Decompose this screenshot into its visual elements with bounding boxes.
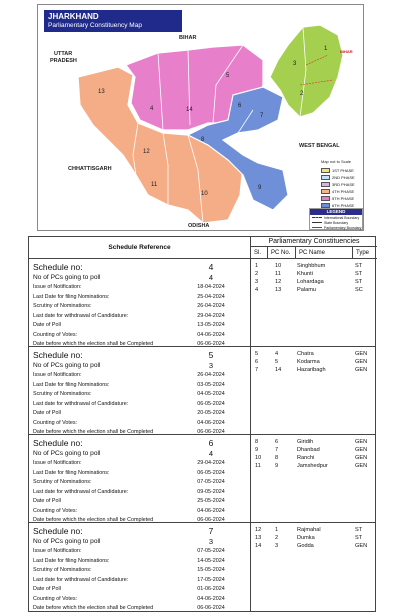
pc-label-12: 12: [143, 149, 150, 155]
pc-sl: 9: [255, 447, 259, 453]
date-row: [33, 547, 246, 557]
date-row: [33, 302, 246, 312]
pc-row: [251, 446, 377, 454]
legend-line-icon: [312, 217, 322, 218]
date-value: 09-05-2024: [197, 488, 225, 495]
pc-type: GEN: [355, 367, 368, 373]
schedule-block-5: [29, 347, 375, 435]
pc-type: GEN: [355, 543, 368, 549]
date-row: [33, 557, 246, 567]
date-value: 15-05-2024: [197, 567, 225, 573]
pc-row: [251, 534, 377, 542]
pc-label-5: 5: [226, 73, 230, 79]
pc-no: 14: [275, 367, 282, 373]
phase-label: 4TH PHASE: [332, 189, 355, 194]
schedule-number-row: [33, 262, 246, 273]
date-row: [33, 331, 246, 341]
pc-row: [251, 286, 377, 294]
pc-no: 13: [275, 287, 282, 293]
date-value: 13-05-2024: [197, 322, 225, 328]
legend-line-icon: [312, 222, 322, 223]
date-value: 03-05-2024: [197, 381, 225, 388]
phase-swatch: [321, 182, 330, 187]
pc-type: ST: [355, 535, 363, 541]
neighbor-bihar-east: BIHAR: [340, 49, 353, 54]
pc-type: ST: [355, 527, 363, 533]
date-row: [33, 371, 246, 381]
date-value: 04-06-2024: [197, 507, 225, 514]
pcs-label: No of PCs going to poll: [33, 450, 101, 457]
date-label: Date of Poll: [33, 498, 61, 504]
pc-sl: 13: [255, 535, 262, 541]
pc-row: [251, 270, 377, 278]
pc-label-11: 11: [151, 182, 158, 188]
date-label: Last date for withdrawal of Candidature:: [33, 488, 129, 495]
schedule-block-6: [29, 435, 375, 523]
date-label: Last Date for filing Nominations:: [33, 557, 110, 564]
date-value: 14-05-2024: [197, 557, 225, 564]
pc-label-13: 13: [98, 89, 105, 95]
date-value: 06-06-2024: [197, 605, 225, 611]
date-label: Date before which the election shall be Completed: [33, 341, 154, 347]
date-label: Last date for withdrawal of Candidature:: [33, 400, 129, 407]
pc-no: 1: [275, 527, 279, 533]
pc-sl: 12: [255, 527, 262, 533]
date-label: Issue of Notification:: [33, 372, 82, 378]
phase-label: 3RD PHASE: [332, 182, 355, 187]
header-type: Type: [353, 247, 377, 259]
pc-type: GEN: [355, 359, 368, 365]
phase-row: [321, 167, 363, 174]
phase-legend: [321, 167, 363, 209]
date-value: 20-05-2024: [197, 410, 225, 416]
schedule-block-7: [29, 523, 375, 612]
pc-no: 11: [275, 271, 281, 277]
pc-label-6: 6: [238, 103, 242, 109]
phase-label: 5TH PHASE: [332, 196, 355, 201]
date-value: 25-04-2024: [197, 293, 225, 300]
pcs-count-row: [33, 449, 246, 459]
date-value: 01-06-2024: [197, 586, 225, 592]
date-label: Issue of Notification:: [33, 284, 82, 290]
pcs-label: No of PCs going to poll: [33, 538, 101, 545]
schedule-number-row: [33, 438, 246, 449]
date-label: Issue of Notification:: [33, 460, 82, 466]
legend-item-label: International Boundary: [324, 215, 360, 220]
phase-label: 1ST PHASE: [332, 168, 354, 173]
pc-no: 5: [275, 359, 279, 365]
date-label: Issue of Notification:: [33, 548, 82, 554]
date-label: Date before which the election shall be Completed: [33, 517, 154, 523]
date-value: 29-04-2024: [197, 460, 225, 466]
phase-label: 6TH PHASE: [332, 203, 355, 208]
phase-row: [321, 195, 363, 202]
date-label: Counting of Votes:: [33, 507, 78, 514]
neighbor-odisha: ODISHA: [188, 223, 210, 229]
pc-row: [251, 262, 377, 270]
pc-label-8: 8: [201, 137, 205, 143]
pc-row: [251, 350, 377, 358]
pc-row: [251, 462, 377, 470]
pcs-count-row: [33, 537, 246, 547]
date-value: 04-05-2024: [197, 391, 225, 397]
pc-name: Godda: [297, 543, 314, 549]
date-row: [33, 576, 246, 586]
pc-name: Hazaribagh: [297, 367, 326, 373]
date-label: Date before which the election shall be Completed: [33, 429, 154, 435]
schedule-number: 6: [208, 438, 214, 448]
date-value: 26-04-2024: [197, 303, 225, 309]
pc-row: [251, 358, 377, 366]
legend-line-icon: [312, 227, 322, 228]
legend-item-label: Parliamentary Boundary: [324, 225, 362, 230]
pc-label-3: 3: [293, 61, 297, 67]
date-row: [33, 478, 246, 488]
date-label: Scrutiny of Nominations:: [33, 391, 92, 397]
date-row: [33, 283, 246, 293]
date-row: [33, 488, 246, 498]
pc-row: [251, 438, 377, 446]
pc-list: [251, 435, 377, 522]
date-row: [33, 293, 246, 303]
phase-swatch: [321, 196, 330, 201]
date-row: [33, 507, 246, 517]
schedule-details: [29, 435, 251, 522]
pc-label-2: 2: [300, 91, 304, 97]
phase-swatch: [321, 168, 330, 173]
schedule-label: Schedule no:: [33, 262, 83, 272]
date-label: Date before which the election shall be Completed: [33, 605, 154, 611]
pc-name: Palamu: [297, 287, 316, 293]
pcs-label: No of PCs going to poll: [33, 274, 101, 281]
pc-list: [251, 259, 377, 346]
date-row: [33, 585, 246, 595]
neighbor-up-1: UTTAR: [54, 51, 73, 57]
jharkhand-map: [37, 4, 364, 231]
pc-name: Jamshedpur: [297, 463, 328, 469]
pc-sl: 7: [255, 367, 259, 373]
date-row: [33, 312, 246, 322]
pc-no: 12: [275, 279, 282, 285]
date-row: [33, 390, 246, 400]
map-subtitle: Parliamentary Constituency Map: [48, 22, 142, 29]
pc-name: Chatra: [297, 351, 314, 357]
date-row: [33, 321, 246, 331]
table-header: [29, 237, 375, 259]
date-row: [33, 604, 246, 614]
pc-name: Ranchi: [297, 455, 315, 461]
date-label: Scrutiny of Nominations:: [33, 567, 92, 573]
schedule-block-4: [29, 259, 375, 347]
schedule-details: [29, 523, 251, 612]
pc-no: 4: [275, 351, 279, 357]
pc-type: ST: [355, 263, 363, 269]
pc-type: GEN: [355, 351, 368, 357]
pcs-count: 4: [208, 449, 214, 458]
date-row: [33, 409, 246, 419]
pc-label-10: 10: [201, 191, 208, 197]
pc-row: [251, 366, 377, 374]
pc-sl: 14: [255, 543, 262, 549]
date-value: 06-06-2024: [197, 517, 225, 523]
pc-label-4: 4: [150, 106, 154, 112]
date-label: Counting of Votes:: [33, 331, 78, 338]
pcs-count-row: [33, 273, 246, 283]
date-row: [33, 566, 246, 576]
scale-note: Map not to Scale: [321, 159, 352, 164]
date-row: [33, 497, 246, 507]
pc-sl: 4: [255, 287, 259, 293]
pc-name: Khunti: [297, 271, 313, 277]
pc-name: Lohardaga: [297, 279, 324, 285]
phase-row: [321, 174, 363, 181]
pcs-count: 4: [208, 273, 214, 282]
date-value: 06-05-2024: [197, 469, 225, 476]
date-value: 07-05-2024: [197, 548, 225, 554]
schedule-number-row: [33, 350, 246, 361]
date-value: 25-05-2024: [197, 498, 225, 504]
date-value: 04-06-2024: [197, 331, 225, 338]
pcs-count-row: [33, 361, 246, 371]
pc-type: GEN: [355, 447, 368, 453]
pc-no: 10: [275, 263, 282, 269]
map-title-banner: [44, 10, 182, 32]
date-label: Last Date for filing Nominations:: [33, 469, 110, 476]
pc-label-1: 1: [324, 46, 328, 52]
pc-sl: 11: [255, 463, 261, 469]
schedule-number: 5: [208, 350, 214, 360]
pc-sl: 8: [255, 439, 259, 445]
date-row: [33, 459, 246, 469]
phase-label: 2ND PHASE: [332, 175, 355, 180]
pc-name: Dumka: [297, 535, 315, 541]
pc-type: GEN: [355, 455, 368, 461]
pc-sl: 3: [255, 279, 259, 285]
neighbor-up-2: PRADESH: [50, 58, 77, 64]
date-row: [33, 381, 246, 391]
date-row: [33, 469, 246, 479]
header-parliamentary-constituencies: Parliamentary Constituencies: [251, 237, 377, 247]
date-label: Scrutiny of Nominations:: [33, 303, 92, 309]
pc-type: ST: [355, 279, 363, 285]
date-value: 07-05-2024: [197, 479, 225, 485]
pc-type: ST: [355, 271, 363, 277]
pc-sl: 2: [255, 271, 259, 277]
pc-name: Dhanbad: [297, 447, 320, 453]
pcs-count: 3: [208, 537, 214, 546]
schedule-details: [29, 347, 251, 434]
date-value: 17-05-2024: [197, 576, 225, 583]
pc-row: [251, 454, 377, 462]
neighbor-west-bengal: WEST BENGAL: [299, 143, 340, 149]
pc-sl: 6: [255, 359, 259, 365]
date-value: 04-06-2024: [197, 595, 225, 602]
date-value: 06-06-2024: [197, 429, 225, 435]
pc-row: [251, 542, 377, 550]
header-pc-no: PC No.: [268, 247, 296, 259]
header-pc-name: PC Name: [296, 247, 353, 259]
schedule-label: Schedule no:: [33, 438, 83, 448]
date-label: Last date for withdrawal of Candidature:: [33, 576, 129, 583]
pc-type: GEN: [355, 439, 368, 445]
date-label: Last Date for filing Nominations:: [33, 293, 110, 300]
legend-item-label: State Boundary: [324, 220, 349, 225]
schedule-label: Schedule no:: [33, 526, 83, 536]
pc-label-9: 9: [258, 185, 262, 191]
pc-no: 6: [275, 439, 279, 445]
pc-sl: 5: [255, 351, 259, 357]
date-label: Last date for withdrawal of Candidature:: [33, 312, 129, 319]
pc-list: [251, 523, 377, 612]
date-label: Date of Poll: [33, 586, 61, 592]
schedule-details: [29, 259, 251, 346]
pc-sl: 10: [255, 455, 262, 461]
pc-no: 7: [275, 447, 279, 453]
pc-type: SC: [355, 287, 363, 293]
pc-label-14: 14: [186, 107, 193, 113]
pc-name: Giridih: [297, 439, 314, 445]
phase-swatch: [321, 189, 330, 194]
pc-no: 8: [275, 455, 279, 461]
header-schedule-reference: Schedule Reference: [29, 237, 251, 259]
pcs-label: No of PCs going to poll: [33, 362, 101, 369]
pcs-count: 3: [208, 361, 214, 370]
date-row: [33, 419, 246, 429]
schedule-table: [28, 236, 376, 612]
pc-name: Rajmahal: [297, 527, 321, 533]
legend-item: [310, 225, 362, 230]
pc-row: [251, 278, 377, 286]
header-sl: Sl.: [251, 247, 268, 259]
pc-type: GEN: [355, 463, 368, 469]
date-value: 06-05-2024: [197, 400, 225, 407]
pc-sl: 1: [255, 263, 259, 269]
phase-swatch: [321, 175, 330, 180]
date-value: 04-06-2024: [197, 419, 225, 426]
date-value: 29-04-2024: [197, 312, 225, 319]
schedule-number: 7: [208, 526, 214, 536]
date-label: Date of Poll: [33, 322, 61, 328]
pc-no: 3: [275, 543, 279, 549]
phase-row: [321, 181, 363, 188]
date-label: Date of Poll: [33, 410, 61, 416]
date-label: Counting of Votes:: [33, 595, 78, 602]
date-value: 18-04-2024: [197, 284, 225, 290]
schedule-number-row: [33, 526, 246, 537]
map-title: JHARKHAND: [48, 12, 99, 21]
date-value: 06-06-2024: [197, 341, 225, 347]
pc-name: Singhbhum: [297, 263, 326, 269]
map-legend: [309, 208, 363, 230]
phase-row: [321, 188, 363, 195]
neighbor-chhattisgarh: CHHATTISGARH: [68, 166, 112, 172]
date-value: 26-04-2024: [197, 372, 225, 378]
schedule-label: Schedule no:: [33, 350, 83, 360]
neighbor-bihar: BIHAR: [179, 35, 197, 41]
date-row: [33, 400, 246, 410]
pc-label-7: 7: [260, 113, 264, 119]
pc-no: 2: [275, 535, 279, 541]
pc-name: Kodarma: [297, 359, 320, 365]
legend-title: LEGEND: [310, 209, 362, 215]
date-row: [33, 595, 246, 605]
date-label: Scrutiny of Nominations:: [33, 479, 92, 485]
date-label: Last Date for filing Nominations:: [33, 381, 110, 388]
pc-row: [251, 526, 377, 534]
map-canvas: [38, 5, 364, 231]
date-label: Counting of Votes:: [33, 419, 78, 426]
schedule-number: 4: [208, 262, 214, 272]
pc-list: [251, 347, 377, 434]
pc-no: 9: [275, 463, 279, 469]
